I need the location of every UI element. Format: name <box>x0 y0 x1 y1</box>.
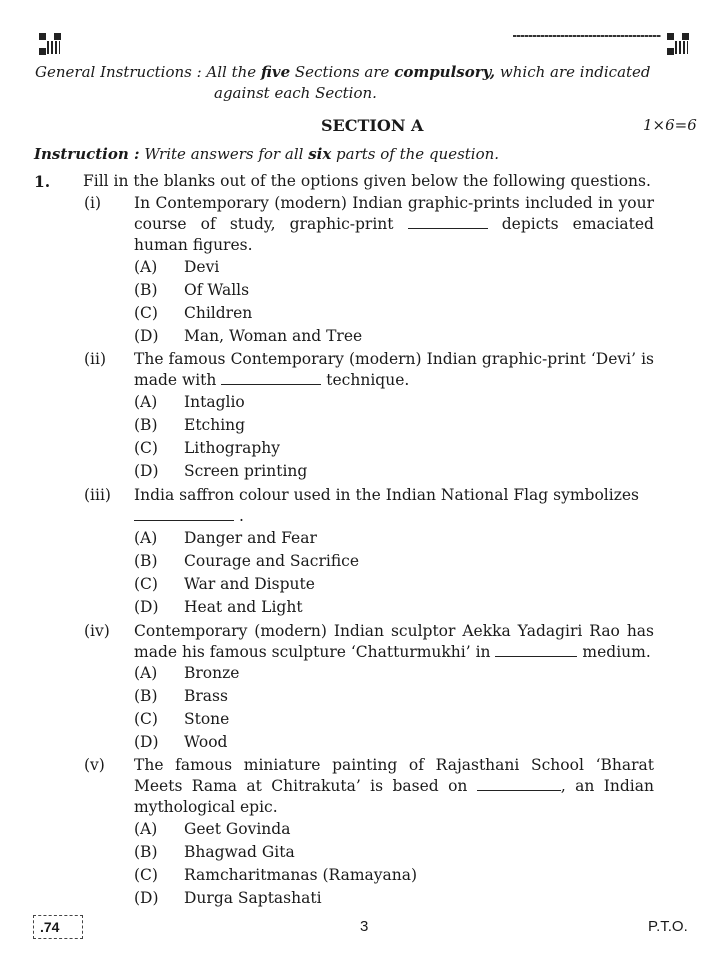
part-stem: Contemporary (modern) Indian sculptor Aekka Yadagiri Rao has made his famous sculpture ‘Chatturmukhi’ in medium. <box>134 622 654 661</box>
option-text: Ramcharitmanas (Ramayana) <box>184 866 418 884</box>
option-text: Heat and Light <box>184 598 303 616</box>
general-instructions: General Instructions : All the five Sections are compulsory, which are indicated <box>35 63 651 81</box>
general-instructions-label: General Instructions : <box>35 63 202 81</box>
option-text: Devi <box>184 258 220 276</box>
option-text: Of Walls <box>184 281 250 299</box>
option-label: (A) <box>134 529 158 547</box>
option-text: Bronze <box>184 664 240 682</box>
part-stem: In Contemporary (modern) Indian graphic-prints included in your course of study, graphic-print depicts emaciated human figures. <box>134 194 654 254</box>
option-label: (D) <box>134 462 159 480</box>
section-instruction: Instruction : Write answers for all six parts of the question. <box>34 145 500 163</box>
part-stem: The famous Contemporary (modern) Indian graphic-print ‘Devi’ is made with technique. <box>134 350 654 389</box>
option-label: (C) <box>134 866 158 884</box>
qr-code-left <box>38 32 62 56</box>
qr-code-right <box>666 32 690 56</box>
page-number: 3 <box>360 918 369 935</box>
question-number: 1. <box>34 172 51 191</box>
please-turn-over: P.T.O. <box>648 918 688 935</box>
option-label: (C) <box>134 710 158 728</box>
paper-code: .74 <box>33 915 83 939</box>
option-text: Stone <box>184 710 230 728</box>
part-number: (i) <box>84 194 102 212</box>
option-label: (B) <box>134 552 158 570</box>
option-label: (D) <box>134 889 159 907</box>
option-label: (B) <box>134 687 158 705</box>
option-text: Durga Saptashati <box>184 889 322 907</box>
option-label: (D) <box>134 598 159 616</box>
option-text: Geet Govinda <box>184 820 291 838</box>
part-number: (v) <box>84 756 105 774</box>
option-text: Children <box>184 304 253 322</box>
option-label: (B) <box>134 416 158 434</box>
part-stem: The famous miniature painting of Rajasthani School ‘Bharat Meets Rama at Chitrakuta’ is based on , an Indian mythological epic. <box>134 756 654 816</box>
part-number: (iii) <box>84 486 111 504</box>
option-text: Danger and Fear <box>184 529 317 547</box>
option-text: Wood <box>184 733 228 751</box>
part-number: (iv) <box>84 622 110 640</box>
answer-blank <box>221 372 321 385</box>
option-label: (A) <box>134 258 158 276</box>
option-text: Intaglio <box>184 393 245 411</box>
option-text: Man, Woman and Tree <box>184 327 363 345</box>
option-text: Etching <box>184 416 246 434</box>
answer-blank <box>495 644 577 657</box>
part-stem: India saffron colour used in the Indian National Flag symbolizes . <box>134 486 640 525</box>
option-label: (C) <box>134 304 158 322</box>
option-label: (B) <box>134 281 158 299</box>
question-text: Fill in the blanks out of the options given below the following questions. <box>83 172 651 190</box>
option-text: Lithography <box>184 439 281 457</box>
option-label: (A) <box>134 664 158 682</box>
answer-blank <box>408 216 488 229</box>
section-title: SECTION A <box>321 116 424 135</box>
option-label: (A) <box>134 820 158 838</box>
option-text: Courage and Sacrifice <box>184 552 360 570</box>
top-rule <box>513 35 661 37</box>
option-label: (B) <box>134 843 158 861</box>
option-text: Bhagwad Gita <box>184 843 295 861</box>
option-label: (D) <box>134 733 159 751</box>
answer-blank <box>477 778 561 791</box>
part-number: (ii) <box>84 350 107 368</box>
option-label: (C) <box>134 439 158 457</box>
option-label: (A) <box>134 393 158 411</box>
option-text: War and Dispute <box>184 575 315 593</box>
answer-blank <box>134 508 234 521</box>
general-instructions-line2: against each Section. <box>214 84 377 102</box>
option-label: (D) <box>134 327 159 345</box>
option-text: Screen printing <box>184 462 308 480</box>
section-marks: 1×6=6 <box>643 116 697 134</box>
option-text: Brass <box>184 687 228 705</box>
option-label: (C) <box>134 575 158 593</box>
instruction-label: Instruction : <box>34 145 140 163</box>
